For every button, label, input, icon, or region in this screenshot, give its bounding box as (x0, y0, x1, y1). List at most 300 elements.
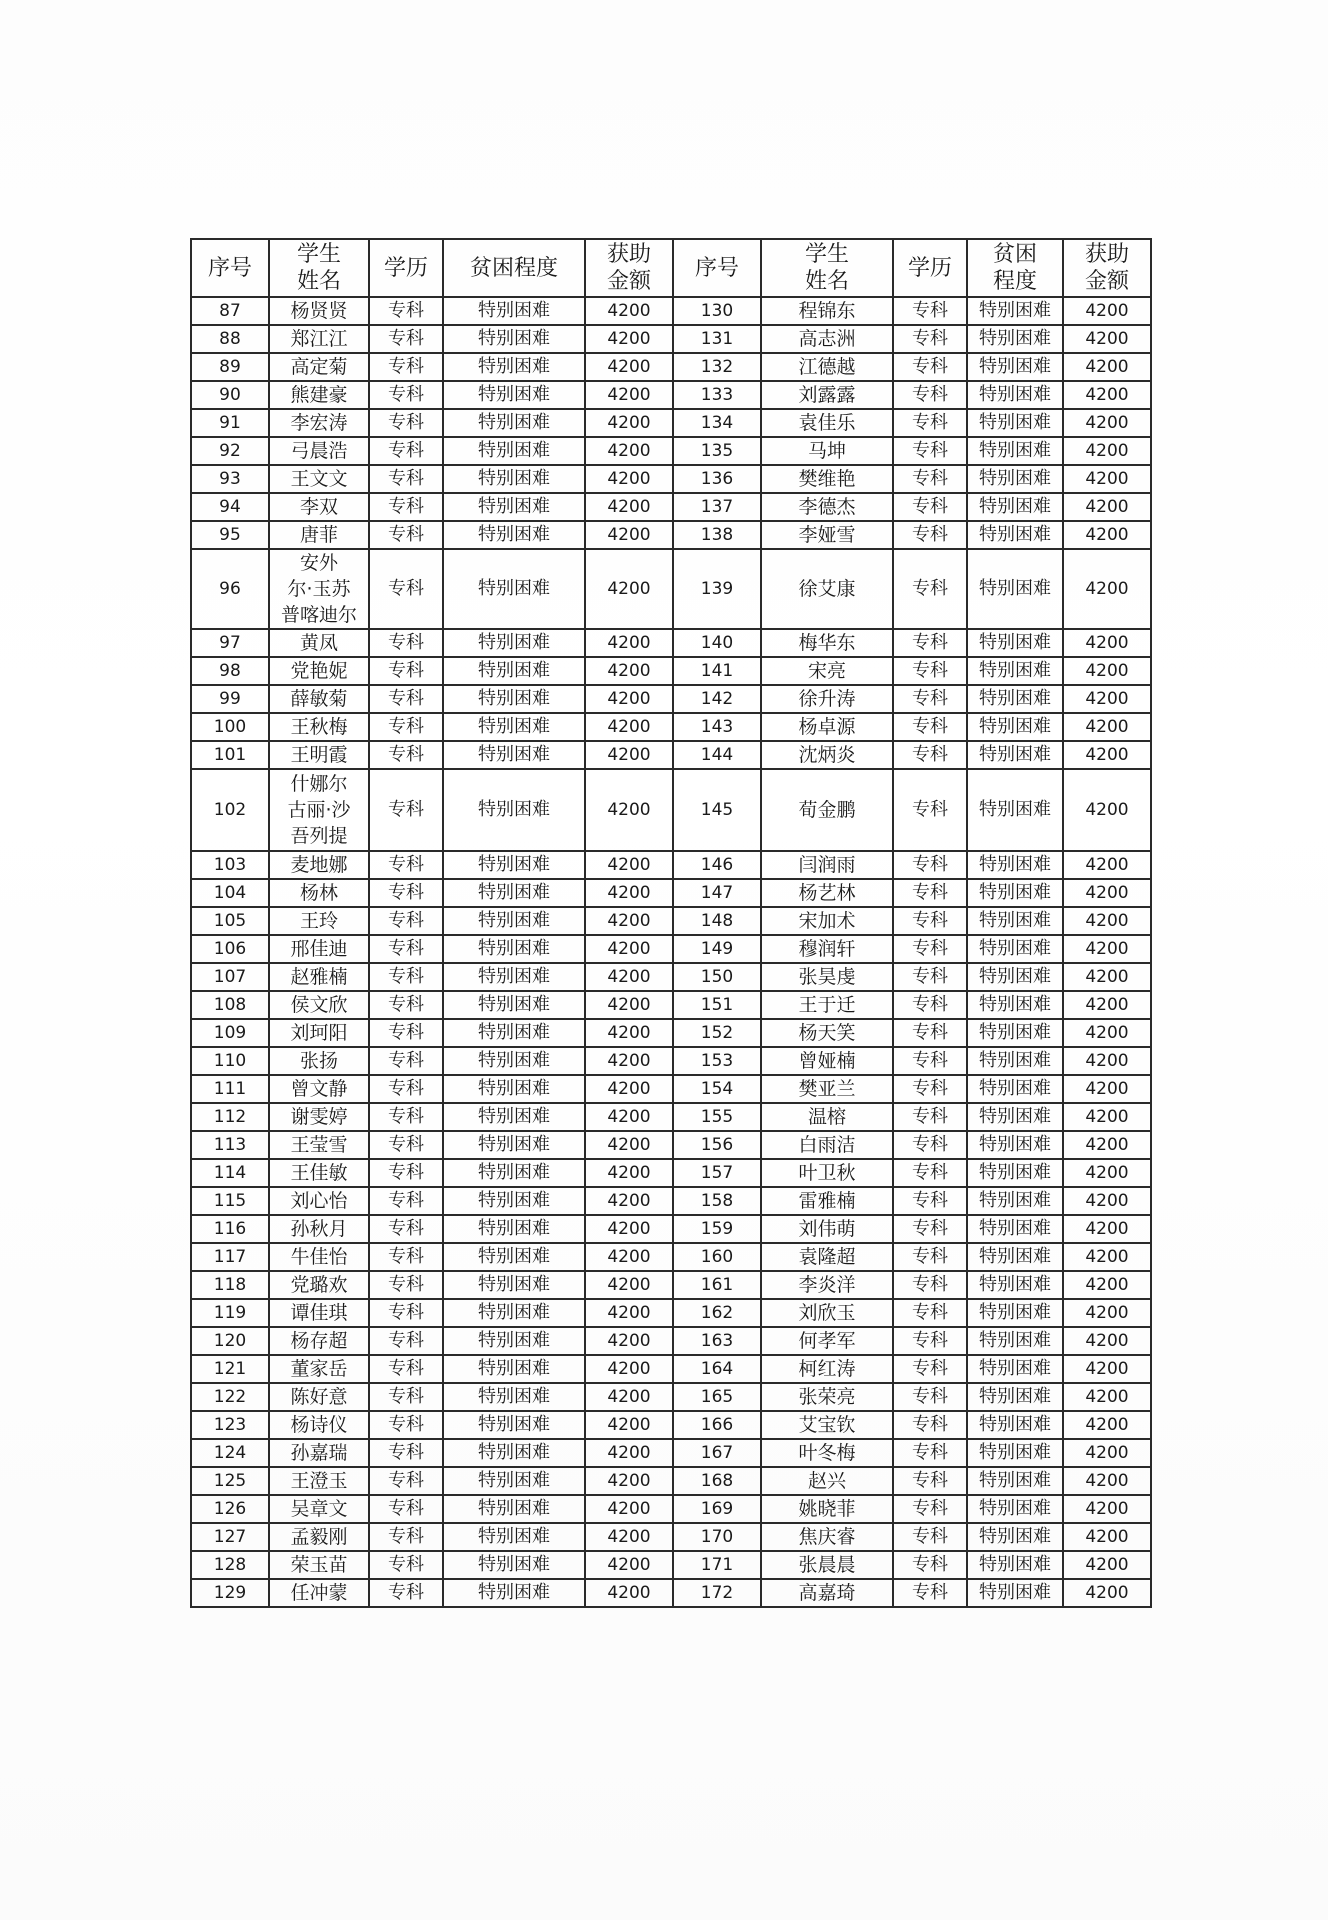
cell-amount-right: 4200 (1063, 907, 1151, 935)
cell-name-right: 叶冬梅 (761, 1439, 893, 1467)
cell-name-right: 李德杰 (761, 493, 893, 521)
cell-education-left: 专科 (369, 851, 443, 879)
cell-name-right: 高嘉琦 (761, 1579, 893, 1607)
cell-amount-right: 4200 (1063, 1411, 1151, 1439)
cell-amount-left: 4200 (585, 657, 673, 685)
cell-name-left: 麦地娜 (269, 851, 369, 879)
cell-seq-right: 141 (673, 657, 761, 685)
cell-poverty-left: 特别困难 (443, 741, 585, 769)
cell-education-left: 专科 (369, 1103, 443, 1131)
cell-poverty-right: 特别困难 (967, 409, 1063, 437)
cell-seq-right: 146 (673, 851, 761, 879)
cell-poverty-right: 特别困难 (967, 1411, 1063, 1439)
cell-poverty-right: 特别困难 (967, 769, 1063, 851)
cell-amount-left: 4200 (585, 1271, 673, 1299)
cell-poverty-left: 特别困难 (443, 629, 585, 657)
cell-seq-right: 130 (673, 297, 761, 325)
table-row (191, 935, 1151, 963)
cell-name-right: 李娅雪 (761, 521, 893, 549)
table-row (191, 1075, 1151, 1103)
table-row (191, 991, 1151, 1019)
cell-seq-left: 87 (191, 297, 269, 325)
cell-name-left: 高定菊 (269, 353, 369, 381)
cell-name-left: 杨诗仪 (269, 1411, 369, 1439)
cell-amount-right: 4200 (1063, 1187, 1151, 1215)
cell-seq-right: 140 (673, 629, 761, 657)
table-row (191, 685, 1151, 713)
table-row (191, 1551, 1151, 1579)
cell-poverty-left: 特别困难 (443, 437, 585, 465)
cell-amount-left: 4200 (585, 1159, 673, 1187)
header-education-right: 学历 (893, 239, 967, 297)
cell-poverty-left: 特别困难 (443, 409, 585, 437)
cell-amount-left: 4200 (585, 769, 673, 851)
table-row (191, 1187, 1151, 1215)
cell-amount-right: 4200 (1063, 1327, 1151, 1355)
cell-education-right: 专科 (893, 685, 967, 713)
cell-poverty-right: 特别困难 (967, 493, 1063, 521)
cell-name-left: 谢雯婷 (269, 1103, 369, 1131)
cell-poverty-right: 特别困难 (967, 851, 1063, 879)
cell-education-left: 专科 (369, 465, 443, 493)
cell-poverty-right: 特别困难 (967, 1075, 1063, 1103)
cell-education-right: 专科 (893, 657, 967, 685)
cell-seq-right: 137 (673, 493, 761, 521)
cell-amount-left: 4200 (585, 1439, 673, 1467)
table-row (191, 493, 1151, 521)
cell-name-left: 王莹雪 (269, 1131, 369, 1159)
cell-name-right: 温榕 (761, 1103, 893, 1131)
cell-amount-right: 4200 (1063, 1047, 1151, 1075)
cell-poverty-left: 特别困难 (443, 1411, 585, 1439)
table-row (191, 1131, 1151, 1159)
cell-poverty-right: 特别困难 (967, 1327, 1063, 1355)
cell-amount-left: 4200 (585, 1103, 673, 1131)
cell-education-left: 专科 (369, 769, 443, 851)
cell-seq-left: 122 (191, 1383, 269, 1411)
header-amount-left: 获助 金额 (585, 239, 673, 297)
table-row (191, 1439, 1151, 1467)
cell-amount-right: 4200 (1063, 1075, 1151, 1103)
cell-education-right: 专科 (893, 1299, 967, 1327)
table-row (191, 1355, 1151, 1383)
cell-amount-left: 4200 (585, 1467, 673, 1495)
cell-education-left: 专科 (369, 1019, 443, 1047)
cell-name-right: 张晨晨 (761, 1551, 893, 1579)
cell-name-right: 宋亮 (761, 657, 893, 685)
cell-seq-right: 151 (673, 991, 761, 1019)
cell-name-left: 党艳妮 (269, 657, 369, 685)
cell-poverty-right: 特别困难 (967, 963, 1063, 991)
cell-seq-left: 114 (191, 1159, 269, 1187)
cell-amount-left: 4200 (585, 325, 673, 353)
cell-name-left: 王玲 (269, 907, 369, 935)
cell-poverty-right: 特别困难 (967, 1159, 1063, 1187)
cell-education-left: 专科 (369, 879, 443, 907)
table-row (191, 1103, 1151, 1131)
cell-education-right: 专科 (893, 1159, 967, 1187)
cell-seq-left: 116 (191, 1215, 269, 1243)
cell-name-left: 邢佳迪 (269, 935, 369, 963)
cell-amount-right: 4200 (1063, 297, 1151, 325)
table-row (191, 1243, 1151, 1271)
cell-poverty-left: 特别困难 (443, 1327, 585, 1355)
cell-poverty-right: 特别困难 (967, 991, 1063, 1019)
cell-poverty-left: 特别困难 (443, 851, 585, 879)
cell-education-right: 专科 (893, 409, 967, 437)
cell-name-left: 王文文 (269, 465, 369, 493)
table-body (191, 297, 1151, 1607)
cell-seq-right: 158 (673, 1187, 761, 1215)
cell-poverty-right: 特别困难 (967, 713, 1063, 741)
cell-poverty-left: 特别困难 (443, 297, 585, 325)
cell-name-right: 王于迁 (761, 991, 893, 1019)
cell-amount-right: 4200 (1063, 1159, 1151, 1187)
cell-poverty-left: 特别困难 (443, 1467, 585, 1495)
cell-amount-left: 4200 (585, 1215, 673, 1243)
cell-education-right: 专科 (893, 1355, 967, 1383)
cell-seq-left: 89 (191, 353, 269, 381)
cell-education-left: 专科 (369, 907, 443, 935)
cell-amount-left: 4200 (585, 1075, 673, 1103)
cell-poverty-right: 特别困难 (967, 1467, 1063, 1495)
table-row (191, 769, 1151, 851)
header-seq-right: 序号 (673, 239, 761, 297)
cell-seq-left: 129 (191, 1579, 269, 1607)
cell-name-right: 刘欣玉 (761, 1299, 893, 1327)
cell-amount-right: 4200 (1063, 629, 1151, 657)
cell-amount-right: 4200 (1063, 963, 1151, 991)
cell-seq-right: 161 (673, 1271, 761, 1299)
cell-poverty-left: 特别困难 (443, 1187, 585, 1215)
cell-education-right: 专科 (893, 935, 967, 963)
cell-amount-right: 4200 (1063, 437, 1151, 465)
cell-name-left: 王澄玉 (269, 1467, 369, 1495)
cell-seq-right: 132 (673, 353, 761, 381)
cell-poverty-right: 特别困难 (967, 685, 1063, 713)
cell-seq-right: 149 (673, 935, 761, 963)
cell-amount-left: 4200 (585, 907, 673, 935)
cell-seq-right: 144 (673, 741, 761, 769)
cell-education-right: 专科 (893, 851, 967, 879)
cell-name-left: 熊建豪 (269, 381, 369, 409)
cell-education-left: 专科 (369, 409, 443, 437)
cell-amount-right: 4200 (1063, 549, 1151, 629)
cell-education-left: 专科 (369, 991, 443, 1019)
cell-seq-right: 165 (673, 1383, 761, 1411)
cell-amount-left: 4200 (585, 741, 673, 769)
table-row (191, 1215, 1151, 1243)
cell-poverty-right: 特别困难 (967, 1271, 1063, 1299)
cell-amount-right: 4200 (1063, 685, 1151, 713)
cell-poverty-right: 特别困难 (967, 1299, 1063, 1327)
cell-seq-right: 156 (673, 1131, 761, 1159)
cell-education-left: 专科 (369, 685, 443, 713)
cell-amount-right: 4200 (1063, 1103, 1151, 1131)
cell-seq-right: 148 (673, 907, 761, 935)
cell-name-left: 杨贤贤 (269, 297, 369, 325)
cell-seq-left: 119 (191, 1299, 269, 1327)
cell-education-right: 专科 (893, 963, 967, 991)
cell-poverty-right: 特别困难 (967, 353, 1063, 381)
cell-education-right: 专科 (893, 353, 967, 381)
cell-poverty-left: 特别困难 (443, 685, 585, 713)
cell-poverty-left: 特别困难 (443, 1355, 585, 1383)
cell-amount-right: 4200 (1063, 935, 1151, 963)
cell-seq-left: 110 (191, 1047, 269, 1075)
cell-seq-left: 112 (191, 1103, 269, 1131)
cell-amount-left: 4200 (585, 1131, 673, 1159)
cell-amount-right: 4200 (1063, 1355, 1151, 1383)
cell-seq-right: 131 (673, 325, 761, 353)
cell-poverty-right: 特别困难 (967, 1383, 1063, 1411)
cell-seq-right: 168 (673, 1467, 761, 1495)
cell-amount-left: 4200 (585, 493, 673, 521)
cell-education-left: 专科 (369, 1159, 443, 1187)
table-row (191, 1159, 1151, 1187)
cell-poverty-left: 特别困难 (443, 713, 585, 741)
cell-education-left: 专科 (369, 1411, 443, 1439)
cell-name-right: 刘伟萌 (761, 1215, 893, 1243)
table-row (191, 325, 1151, 353)
cell-education-right: 专科 (893, 769, 967, 851)
table-row (191, 297, 1151, 325)
cell-poverty-right: 特别困难 (967, 1439, 1063, 1467)
cell-seq-right: 153 (673, 1047, 761, 1075)
cell-name-right: 焦庆睿 (761, 1523, 893, 1551)
cell-education-right: 专科 (893, 1523, 967, 1551)
cell-poverty-left: 特别困难 (443, 879, 585, 907)
cell-amount-left: 4200 (585, 381, 673, 409)
cell-name-right: 张昊虔 (761, 963, 893, 991)
cell-poverty-left: 特别困难 (443, 1215, 585, 1243)
cell-name-left: 曾文静 (269, 1075, 369, 1103)
cell-name-left: 牛佳怡 (269, 1243, 369, 1271)
cell-education-right: 专科 (893, 297, 967, 325)
cell-name-left: 李双 (269, 493, 369, 521)
cell-education-right: 专科 (893, 1187, 967, 1215)
cell-name-left: 王明霞 (269, 741, 369, 769)
cell-name-right: 叶卫秋 (761, 1159, 893, 1187)
cell-amount-right: 4200 (1063, 1579, 1151, 1607)
cell-education-left: 专科 (369, 1355, 443, 1383)
cell-poverty-right: 特别困难 (967, 325, 1063, 353)
table-row (191, 1327, 1151, 1355)
cell-education-right: 专科 (893, 325, 967, 353)
cell-seq-left: 108 (191, 991, 269, 1019)
cell-seq-left: 88 (191, 325, 269, 353)
cell-education-right: 专科 (893, 1439, 967, 1467)
table-row (191, 1383, 1151, 1411)
cell-seq-left: 117 (191, 1243, 269, 1271)
cell-name-right: 白雨洁 (761, 1131, 893, 1159)
cell-education-right: 专科 (893, 1467, 967, 1495)
table-row (191, 1467, 1151, 1495)
cell-seq-right: 143 (673, 713, 761, 741)
cell-seq-right: 150 (673, 963, 761, 991)
cell-name-left: 杨林 (269, 879, 369, 907)
cell-seq-right: 154 (673, 1075, 761, 1103)
cell-name-right: 刘露露 (761, 381, 893, 409)
cell-name-right: 江德越 (761, 353, 893, 381)
cell-education-left: 专科 (369, 963, 443, 991)
cell-poverty-left: 特别困难 (443, 769, 585, 851)
cell-poverty-left: 特别困难 (443, 1495, 585, 1523)
cell-poverty-left: 特别困难 (443, 521, 585, 549)
table-row (191, 409, 1151, 437)
cell-education-right: 专科 (893, 1103, 967, 1131)
cell-poverty-right: 特别困难 (967, 1243, 1063, 1271)
cell-poverty-left: 特别困难 (443, 991, 585, 1019)
cell-poverty-left: 特别困难 (443, 1383, 585, 1411)
table-row (191, 1299, 1151, 1327)
cell-name-left: 张扬 (269, 1047, 369, 1075)
cell-seq-left: 120 (191, 1327, 269, 1355)
cell-name-left: 任冲蒙 (269, 1579, 369, 1607)
cell-education-left: 专科 (369, 325, 443, 353)
cell-name-right: 樊维艳 (761, 465, 893, 493)
cell-education-right: 专科 (893, 1411, 967, 1439)
cell-name-right: 徐艾康 (761, 549, 893, 629)
cell-education-left: 专科 (369, 493, 443, 521)
table-row (191, 437, 1151, 465)
cell-seq-right: 169 (673, 1495, 761, 1523)
cell-poverty-right: 特别困难 (967, 1047, 1063, 1075)
cell-name-left: 薛敏菊 (269, 685, 369, 713)
table-row (191, 713, 1151, 741)
cell-amount-right: 4200 (1063, 741, 1151, 769)
cell-poverty-left: 特别困难 (443, 381, 585, 409)
cell-amount-left: 4200 (585, 1551, 673, 1579)
cell-poverty-left: 特别困难 (443, 935, 585, 963)
cell-name-left: 孙秋月 (269, 1215, 369, 1243)
cell-name-left: 赵雅楠 (269, 963, 369, 991)
cell-poverty-right: 特别困难 (967, 741, 1063, 769)
cell-poverty-left: 特别困难 (443, 1271, 585, 1299)
cell-amount-left: 4200 (585, 963, 673, 991)
header-education-left: 学历 (369, 239, 443, 297)
cell-poverty-right: 特别困难 (967, 1187, 1063, 1215)
cell-seq-right: 145 (673, 769, 761, 851)
header-name-right: 学生 姓名 (761, 239, 893, 297)
cell-name-left: 黄凤 (269, 629, 369, 657)
cell-seq-right: 142 (673, 685, 761, 713)
cell-name-left: 刘珂阳 (269, 1019, 369, 1047)
cell-seq-left: 97 (191, 629, 269, 657)
cell-poverty-left: 特别困难 (443, 1243, 585, 1271)
cell-poverty-right: 特别困难 (967, 465, 1063, 493)
cell-education-right: 专科 (893, 381, 967, 409)
cell-amount-left: 4200 (585, 1019, 673, 1047)
table-row (191, 353, 1151, 381)
cell-poverty-left: 特别困难 (443, 1439, 585, 1467)
cell-name-right: 张荣亮 (761, 1383, 893, 1411)
cell-amount-right: 4200 (1063, 657, 1151, 685)
cell-name-left: 陈好意 (269, 1383, 369, 1411)
cell-amount-right: 4200 (1063, 1383, 1151, 1411)
cell-amount-left: 4200 (585, 549, 673, 629)
cell-seq-right: 162 (673, 1299, 761, 1327)
cell-amount-right: 4200 (1063, 1271, 1151, 1299)
table-row (191, 1411, 1151, 1439)
cell-name-right: 马坤 (761, 437, 893, 465)
cell-name-right: 杨艺林 (761, 879, 893, 907)
student-aid-table (190, 238, 1152, 1608)
cell-amount-right: 4200 (1063, 851, 1151, 879)
table-row (191, 465, 1151, 493)
cell-name-right: 程锦东 (761, 297, 893, 325)
cell-amount-left: 4200 (585, 629, 673, 657)
cell-seq-left: 125 (191, 1467, 269, 1495)
cell-name-right: 袁佳乐 (761, 409, 893, 437)
cell-amount-right: 4200 (1063, 879, 1151, 907)
cell-amount-left: 4200 (585, 437, 673, 465)
cell-seq-left: 105 (191, 907, 269, 935)
table-row (191, 1579, 1151, 1607)
cell-name-left: 什娜尔 古丽·沙 吾列提 (269, 769, 369, 851)
cell-seq-right: 159 (673, 1215, 761, 1243)
cell-poverty-right: 特别困难 (967, 629, 1063, 657)
cell-seq-left: 124 (191, 1439, 269, 1467)
cell-name-right: 宋加术 (761, 907, 893, 935)
cell-seq-right: 172 (673, 1579, 761, 1607)
cell-amount-right: 4200 (1063, 1439, 1151, 1467)
header-amount-right: 获助 金额 (1063, 239, 1151, 297)
cell-amount-left: 4200 (585, 1383, 673, 1411)
cell-education-left: 专科 (369, 297, 443, 325)
cell-name-left: 董家岳 (269, 1355, 369, 1383)
cell-poverty-right: 特别困难 (967, 1103, 1063, 1131)
cell-seq-left: 118 (191, 1271, 269, 1299)
cell-name-right: 穆润轩 (761, 935, 893, 963)
cell-poverty-right: 特别困难 (967, 1579, 1063, 1607)
cell-education-left: 专科 (369, 521, 443, 549)
cell-amount-right: 4200 (1063, 1019, 1151, 1047)
cell-name-right: 樊亚兰 (761, 1075, 893, 1103)
cell-name-left: 王佳敏 (269, 1159, 369, 1187)
cell-poverty-left: 特别困难 (443, 353, 585, 381)
cell-education-left: 专科 (369, 1243, 443, 1271)
cell-seq-right: 164 (673, 1355, 761, 1383)
cell-education-right: 专科 (893, 741, 967, 769)
cell-amount-right: 4200 (1063, 521, 1151, 549)
cell-poverty-right: 特别困难 (967, 437, 1063, 465)
cell-seq-right: 136 (673, 465, 761, 493)
cell-name-left: 侯文欣 (269, 991, 369, 1019)
cell-education-right: 专科 (893, 437, 967, 465)
cell-poverty-left: 特别困难 (443, 1131, 585, 1159)
cell-seq-left: 91 (191, 409, 269, 437)
header-seq-left: 序号 (191, 239, 269, 297)
cell-education-left: 专科 (369, 1299, 443, 1327)
cell-poverty-right: 特别困难 (967, 935, 1063, 963)
cell-amount-right: 4200 (1063, 1495, 1151, 1523)
cell-amount-right: 4200 (1063, 769, 1151, 851)
cell-seq-right: 147 (673, 879, 761, 907)
cell-name-right: 何孝军 (761, 1327, 893, 1355)
cell-amount-left: 4200 (585, 879, 673, 907)
cell-poverty-left: 特别困难 (443, 657, 585, 685)
cell-amount-right: 4200 (1063, 1467, 1151, 1495)
cell-seq-right: 134 (673, 409, 761, 437)
cell-poverty-left: 特别困难 (443, 549, 585, 629)
cell-seq-left: 99 (191, 685, 269, 713)
cell-name-left: 王秋梅 (269, 713, 369, 741)
table-row (191, 521, 1151, 549)
cell-education-left: 专科 (369, 1579, 443, 1607)
cell-education-left: 专科 (369, 437, 443, 465)
cell-poverty-right: 特别困难 (967, 297, 1063, 325)
